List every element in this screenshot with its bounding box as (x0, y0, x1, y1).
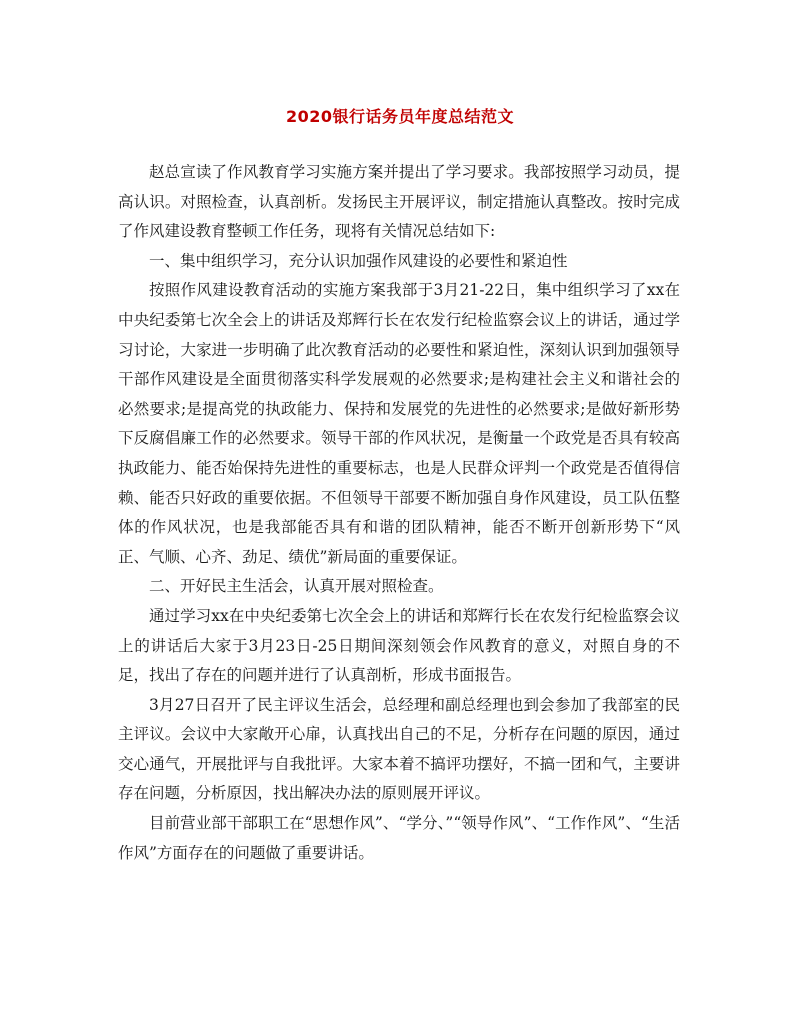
paragraph: 按照作风建设教育活动的实施方案我部于3月21-22日，集中组织学习了xx在中央纪委第七次全会上的讲话及郑辉行长在农发行纪检监察会议上的讲话，通过学习讨论，大家进一步明确了此次教育活动的必要性和紧迫性，深刻认识到加强领导干部作风建设是全面贯彻落实科学发展观的必然要求;是构建社会主义和谐社会的必然要求;是提高党的执政能力、保持和发展党的先进性的必然要求;是做好新形势下反腐倡廉工作的必然要求。领导干部的作风状况，是衡量一个政党是否具有较高执政能力、能否始保持先进性的重要标志，也是人民群众评判一个政党是否值得信赖、能否只好政的重要依据。不但领导干部要不断加强自身作风建设，员工队伍整体的作风状况，也是我部能否具有和谐的团队精神，能否不断开创新形势下“风正、气顺、心齐、劲足、绩优”新局面的重要保证。 (118, 281, 680, 566)
section-heading: 二、开好民主生活会，认真开展对照检查。 (149, 577, 444, 596)
paragraph: 目前营业部干部职工在“思想作风”、“学分、”“领导作风”、“工作作风”、“生活作风”方面存在的问题做了重要讲话。 (118, 814, 680, 862)
document-title: 2020银行话务员年度总结范文 (285, 107, 515, 126)
document-body (118, 158, 680, 868)
section-heading: 一、集中组织学习，充分认识加强作风建设的必要性和紧迫性 (149, 251, 568, 270)
paragraph: 3月27日召开了民主评议生活会，总经理和副总经理也到会参加了我部室的民主评议。会议中大家敞开心扉，认真找出自己的不足，分析存在问题的原因，通过交心通气，开展批评与自我批评。大家本着不搞评功摆好，不搞一团和气，主要讲存在问题，分析原因，找出解决办法的原则展开评议。 (118, 695, 680, 803)
paragraph: 赵总宣读了作风教育学习实施方案并提出了学习要求。我部按照学习动员，提高认识。对照检查，认真剖析。发扬民主开展评议，制定措施认真整改。按时完成了作风建设教育整顿工作任务，现将有关情况总结如下: (118, 163, 680, 241)
paragraph: 通过学习xx在中央纪委第七次全会上的讲话和郑辉行长在农发行纪检监察会议上的讲话后大家于3月23日-25日期间深刻领会作风教育的意义，对照自身的不足，找出了存在的问题并进行了认真剖析，形成书面报告。 (118, 606, 680, 685)
